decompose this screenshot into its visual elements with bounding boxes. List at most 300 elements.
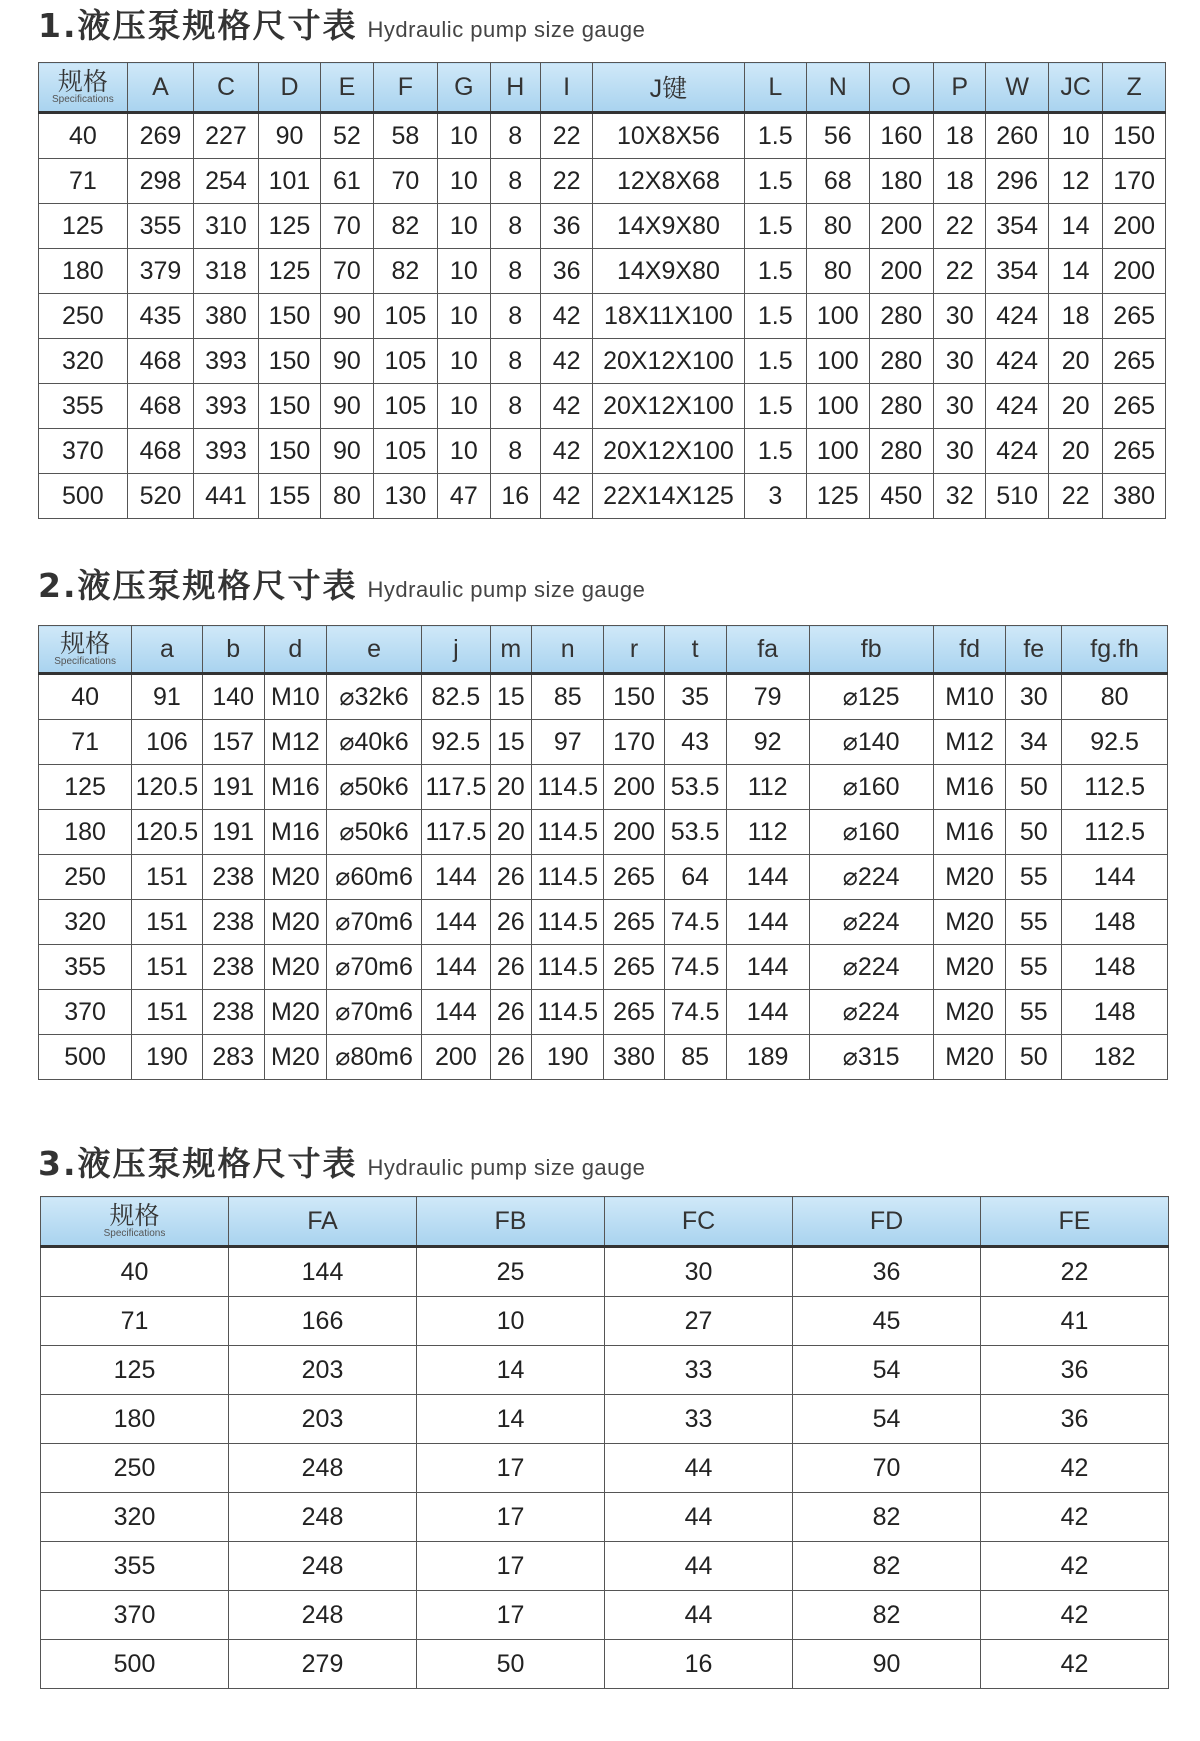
value-cell: 20X12X100 [593, 339, 744, 384]
value-cell: 10 [1048, 113, 1102, 159]
value-cell: 117.5 [422, 765, 490, 810]
value-cell: 100 [807, 429, 869, 474]
value-cell: 150 [604, 674, 664, 720]
value-cell: 200 [869, 249, 934, 294]
column-header: FE [981, 1197, 1169, 1247]
value-cell: 151 [132, 990, 202, 1035]
value-cell: 114.5 [531, 945, 604, 990]
column-header: FD [793, 1197, 981, 1247]
value-cell: 144 [422, 900, 490, 945]
value-cell: 68 [807, 159, 869, 204]
value-cell: 180 [869, 159, 934, 204]
value-cell: 92.5 [422, 720, 490, 765]
value-cell: M20 [933, 945, 1006, 990]
value-cell: 248 [229, 1493, 417, 1542]
spec-cell: 355 [39, 384, 128, 429]
spec-header-en: Specifications [103, 1228, 166, 1239]
value-cell: 12 [1048, 159, 1102, 204]
value-cell: 238 [202, 855, 264, 900]
value-cell: 44 [605, 1542, 793, 1591]
value-cell: 44 [605, 1444, 793, 1493]
value-cell: 30 [605, 1247, 793, 1297]
section-title-zh: 1.液压泵规格尺寸表 [38, 6, 358, 45]
value-cell: 50 [1006, 1035, 1062, 1080]
value-cell: 424 [986, 294, 1048, 339]
value-cell: 144 [726, 990, 809, 1035]
value-cell: 90 [258, 113, 320, 159]
value-cell: 20 [1048, 339, 1102, 384]
value-cell: 8 [490, 204, 540, 249]
value-cell: 200 [869, 204, 934, 249]
column-header: fe [1006, 626, 1062, 674]
spec-cell: 180 [39, 249, 128, 294]
value-cell: 170 [604, 720, 664, 765]
table-row [41, 1247, 1169, 1297]
value-cell: ⌀125 [809, 674, 933, 720]
column-header: n [531, 626, 604, 674]
value-cell: 283 [202, 1035, 264, 1080]
value-cell: 22 [1048, 474, 1102, 519]
value-cell: 114.5 [531, 990, 604, 1035]
value-cell: 144 [1062, 855, 1168, 900]
value-cell: 238 [202, 900, 264, 945]
column-header: r [604, 626, 664, 674]
value-cell: ⌀50k6 [326, 765, 421, 810]
value-cell: M20 [264, 855, 326, 900]
value-cell: 170 [1103, 159, 1166, 204]
column-header: G [438, 63, 490, 113]
value-cell: 248 [229, 1542, 417, 1591]
value-cell: 393 [194, 429, 259, 474]
value-cell: 90 [321, 339, 373, 384]
value-cell: 380 [604, 1035, 664, 1080]
section-1-title [38, 0, 645, 47]
table-row [39, 765, 1168, 810]
value-cell: 18 [934, 159, 986, 204]
value-cell: 82 [373, 204, 438, 249]
value-cell: 15 [490, 674, 531, 720]
column-header: FC [605, 1197, 793, 1247]
value-cell: 190 [132, 1035, 202, 1080]
table-row [39, 674, 1168, 720]
value-cell: 200 [604, 810, 664, 855]
value-cell: 155 [258, 474, 320, 519]
spec-cell: 370 [41, 1591, 229, 1640]
table-row [39, 429, 1166, 474]
column-header: Z [1103, 63, 1166, 113]
size-table-2 [38, 625, 1168, 1080]
value-cell: 17 [417, 1493, 605, 1542]
value-cell: 42 [540, 339, 592, 384]
value-cell: 15 [490, 720, 531, 765]
value-cell: 26 [490, 1035, 531, 1080]
section-title-zh: 2.液压泵规格尺寸表 [38, 566, 358, 605]
value-cell: 50 [1006, 765, 1062, 810]
value-cell: ⌀32k6 [326, 674, 421, 720]
section-title-zh: 3.液压泵规格尺寸表 [38, 1144, 358, 1183]
value-cell: 36 [981, 1346, 1169, 1395]
value-cell: 97 [531, 720, 604, 765]
value-cell: 265 [604, 855, 664, 900]
section-title-en: Hydraulic pump size gauge [367, 577, 646, 602]
value-cell: M20 [264, 945, 326, 990]
value-cell: 105 [373, 429, 438, 474]
value-cell: 30 [1006, 674, 1062, 720]
spec-cell: 500 [39, 1035, 132, 1080]
value-cell: 296 [986, 159, 1048, 204]
value-cell: 14 [1048, 204, 1102, 249]
value-cell: 22 [540, 113, 592, 159]
value-cell: 42 [540, 384, 592, 429]
value-cell: 20 [1048, 384, 1102, 429]
table-row [39, 1035, 1168, 1080]
value-cell: 151 [132, 855, 202, 900]
table-row [41, 1444, 1169, 1493]
value-cell: 70 [793, 1444, 981, 1493]
value-cell: 191 [202, 810, 264, 855]
value-cell: 106 [132, 720, 202, 765]
value-cell: ⌀224 [809, 990, 933, 1035]
value-cell: 254 [194, 159, 259, 204]
spec-cell: 71 [41, 1297, 229, 1346]
value-cell: 166 [229, 1297, 417, 1346]
value-cell: 144 [422, 990, 490, 1035]
value-cell: 393 [194, 384, 259, 429]
table-row [39, 294, 1166, 339]
spec-cell: 500 [41, 1640, 229, 1689]
value-cell: 42 [540, 429, 592, 474]
value-cell: ⌀224 [809, 855, 933, 900]
value-cell: M20 [933, 900, 1006, 945]
value-cell: 74.5 [664, 945, 726, 990]
value-cell: 8 [490, 113, 540, 159]
value-cell: 42 [981, 1493, 1169, 1542]
value-cell: 8 [490, 294, 540, 339]
value-cell: 100 [807, 294, 869, 339]
value-cell: 58 [373, 113, 438, 159]
value-cell: 450 [869, 474, 934, 519]
value-cell: 43 [664, 720, 726, 765]
value-cell: 82.5 [422, 674, 490, 720]
value-cell: ⌀140 [809, 720, 933, 765]
value-cell: 354 [986, 204, 1048, 249]
value-cell: 14X9X80 [593, 204, 744, 249]
value-cell: ⌀80m6 [326, 1035, 421, 1080]
spec-header-en: Specifications [54, 656, 116, 667]
value-cell: 42 [981, 1542, 1169, 1591]
value-cell: 265 [604, 900, 664, 945]
spec-cell: 125 [41, 1346, 229, 1395]
value-cell: 1.5 [744, 113, 806, 159]
value-cell: 10 [438, 429, 490, 474]
value-cell: 10 [438, 249, 490, 294]
spec-cell: 250 [39, 855, 132, 900]
value-cell: 380 [1103, 474, 1166, 519]
value-cell: 30 [934, 429, 986, 474]
value-cell: 279 [229, 1640, 417, 1689]
spec-cell: 180 [39, 810, 132, 855]
value-cell: ⌀160 [809, 810, 933, 855]
value-cell: 1.5 [744, 294, 806, 339]
spec-header-zh: 规格 [60, 629, 111, 658]
value-cell: 36 [540, 249, 592, 294]
value-cell: 269 [127, 113, 194, 159]
value-cell: M20 [933, 1035, 1006, 1080]
value-cell: M16 [264, 765, 326, 810]
value-cell: 144 [726, 855, 809, 900]
value-cell: 26 [490, 990, 531, 1035]
value-cell: 42 [981, 1640, 1169, 1689]
table-row [39, 720, 1168, 765]
value-cell: 280 [869, 294, 934, 339]
value-cell: 34 [1006, 720, 1062, 765]
value-cell: 90 [321, 294, 373, 339]
value-cell: 435 [127, 294, 194, 339]
value-cell: 140 [202, 674, 264, 720]
value-cell: 85 [531, 674, 604, 720]
value-cell: 248 [229, 1444, 417, 1493]
value-cell: 80 [321, 474, 373, 519]
spec-cell: 125 [39, 204, 128, 249]
value-cell: 18 [934, 113, 986, 159]
value-cell: 189 [726, 1035, 809, 1080]
value-cell: M20 [933, 990, 1006, 1035]
column-header: FA [229, 1197, 417, 1247]
header-row [41, 1197, 1169, 1247]
value-cell: ⌀50k6 [326, 810, 421, 855]
value-cell: 144 [422, 945, 490, 990]
table-row [39, 945, 1168, 990]
value-cell: 70 [373, 159, 438, 204]
value-cell: 318 [194, 249, 259, 294]
value-cell: 14 [417, 1346, 605, 1395]
value-cell: 20X12X100 [593, 384, 744, 429]
value-cell: 30 [934, 339, 986, 384]
section-3-title [38, 1138, 645, 1185]
value-cell: 112 [726, 765, 809, 810]
table-row [41, 1297, 1169, 1346]
header-row [39, 63, 1166, 113]
value-cell: 280 [869, 339, 934, 384]
column-header: A [127, 63, 194, 113]
value-cell: 1.5 [744, 429, 806, 474]
spec-cell: 40 [39, 113, 128, 159]
value-cell: 265 [1103, 339, 1166, 384]
value-cell: 42 [540, 474, 592, 519]
value-cell: 18X11X100 [593, 294, 744, 339]
value-cell: M10 [264, 674, 326, 720]
column-header: JC [1048, 63, 1102, 113]
spec-cell: 250 [39, 294, 128, 339]
value-cell: 82 [793, 1591, 981, 1640]
value-cell: 14X9X80 [593, 249, 744, 294]
value-cell: 101 [258, 159, 320, 204]
value-cell: 91 [132, 674, 202, 720]
value-cell: 17 [417, 1591, 605, 1640]
value-cell: 114.5 [531, 765, 604, 810]
value-cell: 148 [1062, 945, 1168, 990]
value-cell: 74.5 [664, 900, 726, 945]
value-cell: 10 [438, 204, 490, 249]
table-row [39, 339, 1166, 384]
value-cell: 130 [373, 474, 438, 519]
column-header: fg.fh [1062, 626, 1168, 674]
table-row [39, 204, 1166, 249]
value-cell: 53.5 [664, 765, 726, 810]
value-cell: 1.5 [744, 339, 806, 384]
value-cell: 120.5 [132, 765, 202, 810]
value-cell: 42 [540, 294, 592, 339]
spec-cell: 40 [39, 674, 132, 720]
value-cell: 393 [194, 339, 259, 384]
value-cell: 114.5 [531, 810, 604, 855]
value-cell: 44 [605, 1591, 793, 1640]
value-cell: 424 [986, 384, 1048, 429]
column-header: L [744, 63, 806, 113]
value-cell: 10 [438, 159, 490, 204]
spec-cell: 71 [39, 159, 128, 204]
value-cell: 114.5 [531, 900, 604, 945]
value-cell: 105 [373, 294, 438, 339]
value-cell: M16 [264, 810, 326, 855]
value-cell: 1.5 [744, 384, 806, 429]
column-header: fd [933, 626, 1006, 674]
value-cell: 82 [793, 1493, 981, 1542]
value-cell: 80 [1062, 674, 1168, 720]
value-cell: 3 [744, 474, 806, 519]
value-cell: 112.5 [1062, 765, 1168, 810]
table-row [39, 474, 1166, 519]
column-header: O [869, 63, 934, 113]
table-row [39, 900, 1168, 945]
value-cell: 105 [373, 339, 438, 384]
value-cell: 32 [934, 474, 986, 519]
value-cell: 1.5 [744, 249, 806, 294]
value-cell: 20X12X100 [593, 429, 744, 474]
table-row [41, 1493, 1169, 1542]
value-cell: 70 [321, 204, 373, 249]
value-cell: 82 [373, 249, 438, 294]
value-cell: 148 [1062, 900, 1168, 945]
value-cell: 1.5 [744, 159, 806, 204]
value-cell: 22 [934, 249, 986, 294]
spec-header-en: Specifications [52, 94, 114, 105]
value-cell: M20 [933, 855, 1006, 900]
value-cell: 17 [417, 1542, 605, 1591]
value-cell: 125 [258, 249, 320, 294]
value-cell: 424 [986, 339, 1048, 384]
value-cell: 355 [127, 204, 194, 249]
value-cell: 380 [194, 294, 259, 339]
value-cell: 90 [321, 384, 373, 429]
spec-cell: 180 [41, 1395, 229, 1444]
value-cell: 112 [726, 810, 809, 855]
value-cell: 30 [934, 384, 986, 429]
value-cell: 510 [986, 474, 1048, 519]
value-cell: 82 [793, 1542, 981, 1591]
value-cell: 22 [981, 1247, 1169, 1297]
value-cell: ⌀70m6 [326, 945, 421, 990]
value-cell: 200 [604, 765, 664, 810]
value-cell: 22X14X125 [593, 474, 744, 519]
value-cell: 18 [1048, 294, 1102, 339]
value-cell: 265 [604, 945, 664, 990]
value-cell: 54 [793, 1395, 981, 1444]
value-cell: 25 [417, 1247, 605, 1297]
value-cell: 100 [807, 384, 869, 429]
table-row [41, 1640, 1169, 1689]
value-cell: M16 [933, 810, 1006, 855]
value-cell: 26 [490, 900, 531, 945]
value-cell: 310 [194, 204, 259, 249]
spec-cell: 320 [39, 900, 132, 945]
column-header: H [490, 63, 540, 113]
value-cell: 125 [258, 204, 320, 249]
value-cell: 33 [605, 1346, 793, 1395]
value-cell: ⌀60m6 [326, 855, 421, 900]
value-cell: 265 [604, 990, 664, 1035]
spec-header [41, 1197, 229, 1247]
value-cell: 379 [127, 249, 194, 294]
table-row [39, 810, 1168, 855]
column-header: e [326, 626, 421, 674]
value-cell: ⌀70m6 [326, 900, 421, 945]
value-cell: 10X8X56 [593, 113, 744, 159]
table-row [39, 249, 1166, 294]
value-cell: 42 [981, 1591, 1169, 1640]
value-cell: 16 [605, 1640, 793, 1689]
spec-cell: 40 [41, 1247, 229, 1297]
value-cell: 144 [726, 900, 809, 945]
value-cell: M16 [933, 765, 1006, 810]
value-cell: 354 [986, 249, 1048, 294]
column-header: fa [726, 626, 809, 674]
size-table-1 [38, 62, 1166, 519]
value-cell: 8 [490, 384, 540, 429]
value-cell: 64 [664, 855, 726, 900]
value-cell: 112.5 [1062, 810, 1168, 855]
value-cell: 200 [1103, 204, 1166, 249]
spec-cell: 355 [39, 945, 132, 990]
value-cell: 190 [531, 1035, 604, 1080]
value-cell: 160 [869, 113, 934, 159]
value-cell: 10 [417, 1297, 605, 1346]
value-cell: 20 [490, 810, 531, 855]
value-cell: 80 [807, 204, 869, 249]
value-cell: 200 [1103, 249, 1166, 294]
value-cell: 468 [127, 339, 194, 384]
column-header: d [264, 626, 326, 674]
value-cell: 33 [605, 1395, 793, 1444]
value-cell: 265 [1103, 429, 1166, 474]
spec-cell: 320 [39, 339, 128, 384]
value-cell: 114.5 [531, 855, 604, 900]
column-header: j [422, 626, 490, 674]
value-cell: ⌀224 [809, 900, 933, 945]
value-cell: 150 [1103, 113, 1166, 159]
spec-header-zh: 规格 [109, 1201, 160, 1230]
value-cell: 151 [132, 900, 202, 945]
value-cell: M20 [264, 990, 326, 1035]
value-cell: 441 [194, 474, 259, 519]
value-cell: 10 [438, 113, 490, 159]
value-cell: 14 [1048, 249, 1102, 294]
value-cell: 22 [934, 204, 986, 249]
value-cell: 150 [258, 384, 320, 429]
value-cell: 92 [726, 720, 809, 765]
table-row [41, 1395, 1169, 1444]
value-cell: 85 [664, 1035, 726, 1080]
